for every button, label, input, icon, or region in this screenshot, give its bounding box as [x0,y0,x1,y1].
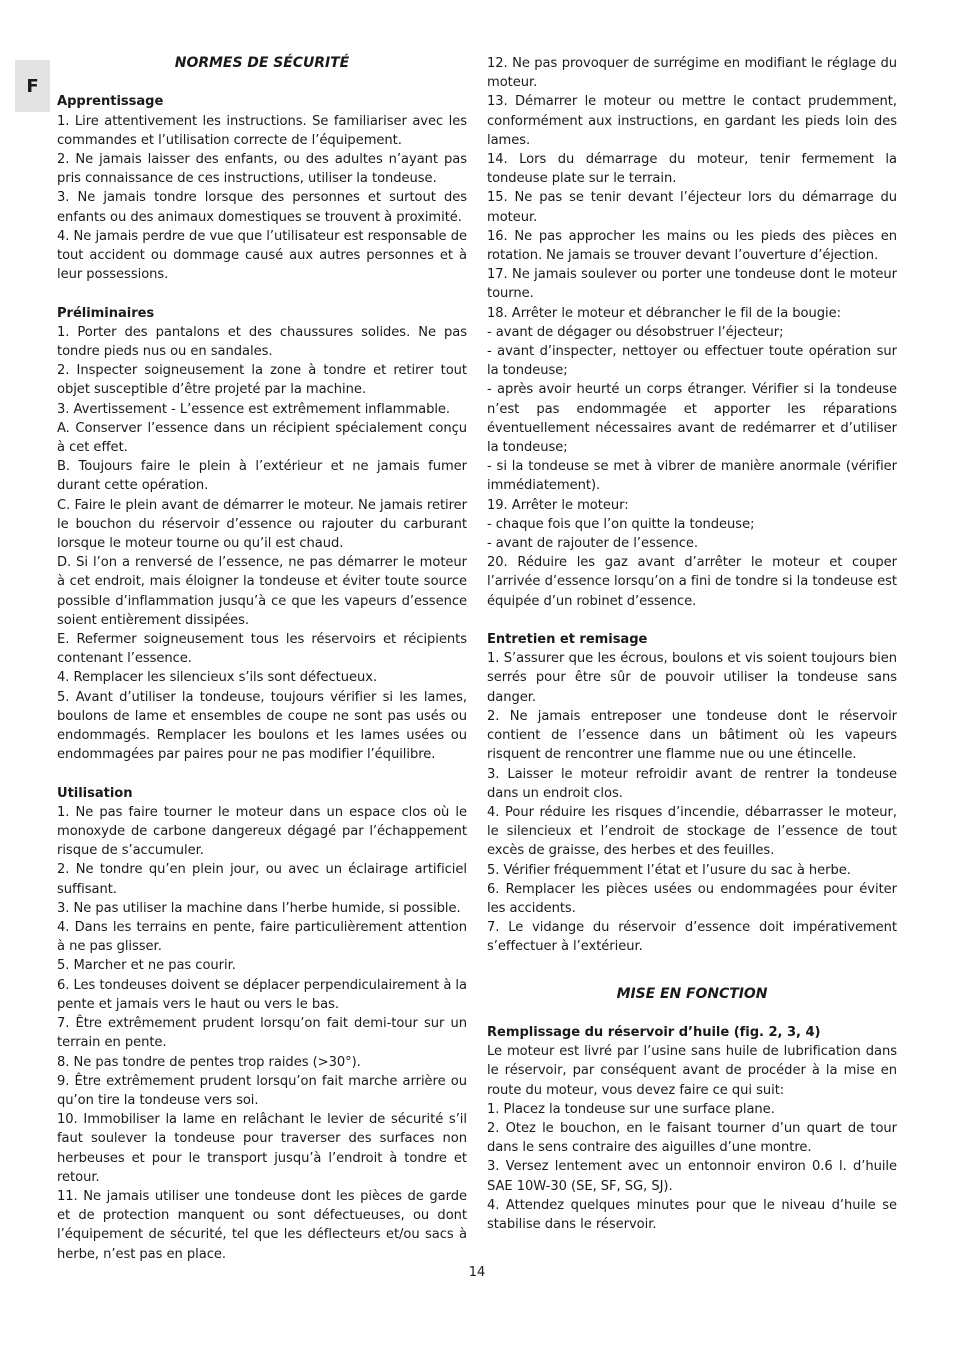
list-item: 13. Démarrer le moteur ou mettre le contact prudemment, conformément aux instructions, en gardant les pieds loin des lames. [487,94,897,148]
list-item: 2. Otez le bouchon, en le faisant tourner d’un quart de tour dans le sens contraire des aiguilles d’une montre. [487,1120,897,1156]
list-item: 5. Marcher et ne pas courir. [57,958,236,974]
list-item: 12. Ne pas provoquer de surrégime en modifiant le réglage du moteur. [487,56,897,91]
subheading-preliminaires: Préliminaires [57,305,155,321]
list-item: 4. Attendez quelques minutes pour que le niveau d’huile se stabilise dans le réservoir. [487,1197,897,1232]
left-column [57,54,467,1264]
list-item: 10. Immobiliser la lame en relâchant le levier de sécurité s’il faut soulever la tondeuse pour traverser des surfaces non herbeuses et pour le transport jusqu’à l’endroit à tondre et retour. [57,1112,467,1185]
list-item: 3. Ne jamais tondre lorsque des personnes et surtout des enfants ou des animaux domestiques se trouvent à proximité. [57,190,467,225]
list-item: 19. Arrêter le moteur: [487,497,629,513]
list-item: 8. Ne pas tondre de pentes trop raides (>30°). [57,1054,361,1070]
list-item: - chaque fois que l’on quitte la tondeuse; [487,516,755,532]
list-item: 2. Ne tondre qu’en plein jour, ou avec un éclairage artificiel suffisant. [57,862,467,897]
list-item: A. Conserver l’essence dans un récipient spécialement conçu à cet effet. [57,420,467,456]
list-item: 3. Laisser le moteur refroidir avant de rentrer la tondeuse dans un endroit clos. [487,766,897,801]
list-item: 1. Porter des pantalons et des chaussures solides. Ne pas tondre pieds nus ou en sandales. [57,324,467,359]
subheading-remplissage: Remplissage du réservoir d’huile (fig. 2, 3, 4) [487,1024,821,1040]
subheading-utilisation: Utilisation [57,785,133,801]
list-item: 3. Ne pas utiliser la machine dans l’herbe humide, si possible. [57,900,461,916]
list-item: 20. Réduire les gaz avant d’arrêter le moteur et couper l’arrivée d’essence lorsqu’on a fini de tondre si la tondeuse est équipée d’un robinet d’essence. [487,555,897,609]
list-item: 7. Le vidange du réservoir d’essence doit impérativement s’effectuer à l’extérieur. [487,920,897,955]
list-item: 2. Ne jamais laisser des enfants, ou des adultes n’ayant pas pris connaissance de ces instructions, utiliser la tondeuse. [57,151,467,187]
list-item: 15. Ne pas se tenir devant l’éjecteur lors du démarrage du moteur. [487,190,897,225]
list-item: 2. Inspecter soigneusement la zone à tondre et retirer tout objet susceptible d’être projeté par la machine. [57,363,467,398]
list-item: C. Faire le plein avant de démarrer le moteur. Ne jamais retirer le bouchon du réservoir d’essence ou rajouter du carburant lorsque le moteur tourne ou qu’il est chaud. [57,497,467,552]
list-item: 9. Être extrêmement prudent lorsqu’on fait marche arrière ou qu’on tire la tondeuse vers soi. [57,1073,467,1108]
list-item: 16. Ne pas approcher les mains ou les pieds des pièces en rotation. Ne jamais se trouver devant l’ouverture d’éjection. [487,228,897,264]
list-item: 1. Ne pas faire tourner le moteur dans un espace clos où le monoxyde de carbone dangereux dégagé par l’échappement risque de s’accumuler. [57,804,467,859]
list-item: 4. Remplacer les silencieux s’ils sont défectueux. [57,670,378,686]
list-item: 4. Dans les terrains en pente, faire particulièrement attention à ne pas glisser. [57,920,467,955]
list-item: 14. Lors du démarrage du moteur, tenir fermement la tondeuse plate sur le terrain. [487,152,897,187]
list-item: 4. Ne jamais perdre de vue que l’utilisateur est responsable de tout accident ou dommage causé aux autres personnes et à leur possessions. [57,228,467,283]
list-item: 1. Lire attentivement les instructions. Se familiariser avec les commandes et l’utilisation correcte de l’équipement. [57,113,467,148]
list-item: 5. Avant d’utiliser la tondeuse, toujours vérifier si les lames, boulons de lame et ensembles de coupe ne sont pas usés ou endommagés. Remplacer les boulons et les lames usées ou endommagées par paires pour ne pas modifier l’équilibre. [57,689,467,763]
list-item: 2. Ne jamais entreposer une tondeuse dont le réservoir contient de l’essence dans un bâtiment où les vapeurs risquent de rencontrer une flamme nue ou une étincelle. [487,708,897,763]
section-heading-normes: NORMES DE SÉCURITÉ [174,55,350,71]
subheading-entretien: Entretien et remisage [487,632,648,648]
list-item: 17. Ne jamais soulever ou porter une tondeuse dont le moteur tourne. [487,267,897,302]
list-item: B. Toujours faire le plein à l’extérieur et ne jamais fumer durant cette opération. [57,459,467,494]
list-item: D. Si l’on a renversé de l’essence, ne pas démarrer le moteur à cet endroit, mais éloigner la tondeuse et éviter toute source possible d’inflammation jusqu’à ce que les vapeurs d’essence soient entièrement dissipées. [57,555,467,628]
list-item: 3. Avertissement - L’essence est extrêmement inflammable. [57,401,451,417]
list-item: Le moteur est livré par l’usine sans huile de lubrification dans le réservoir, par conséquent avant de procéder à la mise en route du moteur, vous devez faire ce qui suit: [487,1044,897,1098]
list-item: - avant d’inspecter, nettoyer ou effectuer toute opération sur la tondeuse; [487,344,897,379]
list-item: 6. Les tondeuses doivent se déplacer perpendiculairement à la pente et jamais vers le haut ou vers le bas. [57,977,467,1012]
list-item: - avant de dégager ou désobstruer l’éjecteur; [487,324,784,340]
page-number: 14 [468,1265,486,1280]
list-item: 18. Arrêter le moteur et débrancher le fil de la bougie: [487,305,841,321]
list-item: 6. Remplacer les pièces usées ou endommagées pour éviter les accidents. [487,881,897,916]
list-item: 3. Versez lentement avec un entonnoir environ 0.6 l. d’huile SAE 10W-30 (SE, SF, SG, SJ). [487,1159,897,1194]
list-item: - si la tondeuse se met à vibrer de manière anormale (vérifier immédiatement). [487,459,897,494]
list-item: 1. S’assurer que les écrous, boulons et vis soient toujours bien serrés pour être sûr de pouvoir utiliser la tondeuse sans danger. [487,651,897,705]
right-column [487,54,897,1234]
list-item: 4. Pour réduire les risques d’incendie, débarrasser le moteur, le silencieux et l’endroit de stockage de l’essence de tout excès de graisse, des herbes et des feuilles. [487,804,897,859]
language-tab: F [15,60,50,112]
list-item: - avant de rajouter de l’essence. [487,536,699,552]
list-item: 7. Être extrêmement prudent lorsqu’on fait demi-tour sur un terrain en pente. [57,1016,467,1051]
list-item: - après avoir heurté un corps étranger. Vérifier si la tondeuse n’est pas endommagée et apporter les réparations éventuellement nécessaires avant de redémarrer et d’utiliser la tondeuse; [487,382,897,456]
list-item: 11. Ne jamais utiliser une tondeuse dont les pièces de garde et de protection manquent ou sont défectueuses, ou dont l’équipement de sécurité, tel que les déflecteurs et/ou sacs à herbe, n’est pas en place. [57,1188,467,1262]
list-item: 5. Vérifier fréquemment l’état et l’usure du sac à herbe. [487,862,851,878]
list-item: E. Refermer soigneusement tous les réservoirs et récipients contenant l’essence. [57,632,467,667]
subheading-apprentissage: Apprentissage [57,94,164,110]
list-item: 1. Placez la tondeuse sur une surface plane. [487,1101,775,1117]
section-heading-mise-en-fonction: MISE EN FONCTION [616,985,768,1002]
